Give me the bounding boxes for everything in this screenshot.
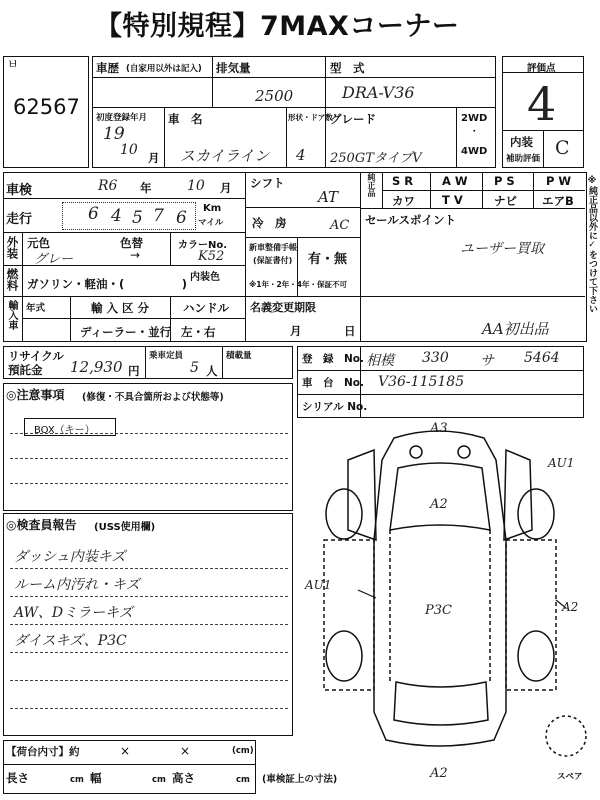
spare-label: スペア xyxy=(557,772,583,782)
diagram-mark: P3C xyxy=(425,603,452,618)
car-name-value: スカイライン xyxy=(180,147,270,165)
inspection-month: 10 xyxy=(187,178,205,194)
mileage-digit: 6 xyxy=(88,204,99,224)
recycle-label: リサイクル xyxy=(8,349,64,363)
interior-sub: 補助評価 xyxy=(506,154,541,164)
original-color-label: 元色 xyxy=(27,236,50,250)
maint-label: 新車整備手帳 xyxy=(249,243,297,252)
recycle-label2: 預託金 xyxy=(8,363,43,377)
cargo-x2: × xyxy=(180,744,191,758)
registration-number: 5464 xyxy=(524,350,560,366)
fuel-label: 燃料 xyxy=(5,268,20,291)
grade-value: 250GTタイプV xyxy=(330,151,422,166)
name-change-day: 日 xyxy=(344,324,356,338)
inspection-label: 車検 xyxy=(6,183,33,198)
sales-point-label: セールスポイント xyxy=(365,213,456,227)
import-category-label: 輸 入 区 分 xyxy=(91,301,150,315)
registration-label: 登 録 No. xyxy=(302,353,364,365)
page-title: 【特別規程】7MAXコーナー xyxy=(95,11,460,42)
history-sub: (自家用以外は記入) xyxy=(126,64,202,74)
inspector-sub: (USS使用欄) xyxy=(94,522,156,533)
import-year-label: 年式 xyxy=(26,303,46,314)
dim-length-cm: cm xyxy=(70,775,84,785)
equipment-side-label: 純正品 xyxy=(367,173,376,197)
equip-sr: S R xyxy=(392,174,414,188)
chassis-value: V36-115185 xyxy=(378,374,465,390)
inspector-label: ◎検査員報告 xyxy=(6,518,77,532)
shift-value: AT xyxy=(318,188,339,206)
diagram-mark: AU1 xyxy=(305,578,332,592)
chassis-label: 車 台 No. xyxy=(302,377,364,389)
interior-score: C xyxy=(555,137,570,159)
notes-sub: (修復・不具合箇所および状態等) xyxy=(82,392,224,403)
interior-label: 内装 xyxy=(510,135,533,149)
lot-number: 62567 xyxy=(13,95,80,119)
maint-sub: (保証書付) xyxy=(253,256,293,265)
maint-value: 有・無 xyxy=(308,252,348,267)
inspector-line-4: ダイスキズ、P3C xyxy=(14,633,127,649)
mileage-digit: 5 xyxy=(132,208,143,228)
mileage-unit-km: Km xyxy=(203,203,222,214)
capacity-value: 5 xyxy=(190,360,199,376)
equip-tv: T V xyxy=(442,193,463,207)
serial-label: シリアル No. xyxy=(302,401,368,413)
recycle-value: 12,930 xyxy=(70,358,123,376)
color-code-value: K52 xyxy=(198,249,225,264)
equip-pw: P W xyxy=(546,174,572,188)
diagram-mark: A3 xyxy=(430,421,448,436)
reg-month: 10 xyxy=(120,142,138,158)
mileage-unit-mile: マイル xyxy=(198,218,224,228)
grade-box-label: 評価点 xyxy=(527,63,556,74)
color-code-label: カラーNo. xyxy=(178,240,228,251)
dim-length-label: 長さ xyxy=(6,771,29,785)
inspection-year-unit: 年 xyxy=(140,181,152,195)
inspector-line-1: ダッシュ内装キズ xyxy=(14,549,126,565)
registration-area: 相模 xyxy=(366,353,394,369)
shift-label: シフト xyxy=(250,176,285,190)
mileage-label: 走行 xyxy=(6,212,33,227)
equip-airbag: エアB xyxy=(542,194,574,208)
history-label: 車歴 xyxy=(96,61,119,75)
reg-month-unit: 月 xyxy=(148,151,160,165)
inspector-line-3: AW、Dミラーキズ xyxy=(14,605,133,621)
inspector-line-2: ルーム内汚れ・キズ xyxy=(14,577,140,593)
equip-navi: ナビ xyxy=(494,194,517,208)
name-change-label: 名義変更期限 xyxy=(250,301,316,314)
ac-value: AC xyxy=(330,218,350,233)
car-damage-diagram xyxy=(298,420,596,762)
repaint-label: 色替 xyxy=(120,236,143,250)
reg-label: 初度登録年月 xyxy=(96,113,148,123)
load-label: 積載量 xyxy=(226,351,252,361)
dims-note: (車検証上の寸法) xyxy=(262,774,338,785)
cargo-unit: (cm) xyxy=(232,746,254,756)
diagram-mark: AU1 xyxy=(548,456,575,470)
dim-height-label: 高さ xyxy=(172,771,195,785)
grade-label: グレード xyxy=(330,112,376,126)
drive-dot: ・ xyxy=(470,127,479,137)
car-name-label: 車 名 xyxy=(168,112,203,126)
drive-2wd: 2WD xyxy=(461,113,488,124)
fuel-options: ガソリン・軽油・( ) xyxy=(27,277,188,291)
capacity-unit: 人 xyxy=(206,364,218,378)
sales-point-note2: AA初出品 xyxy=(482,320,549,338)
inspection-era: R6 xyxy=(98,178,118,194)
interior-color-label: 内装色 xyxy=(190,272,220,283)
diagram-mark: A2 xyxy=(562,600,579,614)
equip-aw: A W xyxy=(442,174,468,188)
handle-label: ハンドル xyxy=(183,301,229,315)
model-value: DRA-V36 xyxy=(342,83,415,102)
recycle-unit: 円 xyxy=(128,364,140,378)
lot-mark: ㅂ xyxy=(7,57,19,71)
registration-kana: サ xyxy=(480,353,494,369)
side-note: ※純正品以外に✓をつけて下さい xyxy=(587,176,597,313)
dim-width-label: 幅 xyxy=(90,771,102,785)
handle-options: 左・右 xyxy=(181,325,216,339)
dim-width-cm: cm xyxy=(152,775,166,785)
displacement-value: 2500 xyxy=(255,87,294,105)
doors-value: 4 xyxy=(296,146,306,164)
cargo-label: 【荷台内寸】約 xyxy=(6,746,80,758)
equip-leather: カワ xyxy=(392,194,415,208)
cargo-x1: × xyxy=(120,744,131,758)
diagram-mark: A2 xyxy=(430,766,448,781)
import-label: 輸入車 xyxy=(6,300,17,330)
capacity-label: 乗車定員 xyxy=(149,351,184,361)
name-change-month: 月 xyxy=(290,324,302,338)
equip-ps: P S xyxy=(494,174,515,188)
color-value: グレー xyxy=(34,252,74,267)
exterior-label: 外装 xyxy=(5,236,20,259)
mileage-digit: 4 xyxy=(111,206,122,226)
doors-label: 形状・ドア数 xyxy=(288,113,333,122)
reg-year: 19 xyxy=(103,124,125,144)
registration-class: 330 xyxy=(422,350,449,366)
sales-point-note1: ユーザー買取 xyxy=(460,241,544,257)
box-key-text: BOX（キー） xyxy=(34,425,95,436)
notes-label: ◎注意事項 xyxy=(6,388,65,402)
maint-note: ※1年・2年・4年・保証不可 xyxy=(249,280,347,289)
inspection-month-unit: 月 xyxy=(220,181,232,195)
import-category-options: ディーラー・並行 xyxy=(80,325,172,339)
mileage-digit: 7 xyxy=(153,206,164,226)
ac-label: 冷 房 xyxy=(252,216,287,230)
mileage-digit: 6 xyxy=(176,208,187,228)
diagram-mark: A2 xyxy=(430,497,448,512)
drive-4wd: 4WD xyxy=(461,146,488,157)
displacement-label: 排気量 xyxy=(216,61,251,75)
grade-score: 4 xyxy=(527,77,557,131)
dim-height-cm: cm xyxy=(236,775,250,785)
color-arrow: → xyxy=(130,248,141,262)
model-label: 型 式 xyxy=(330,61,365,75)
